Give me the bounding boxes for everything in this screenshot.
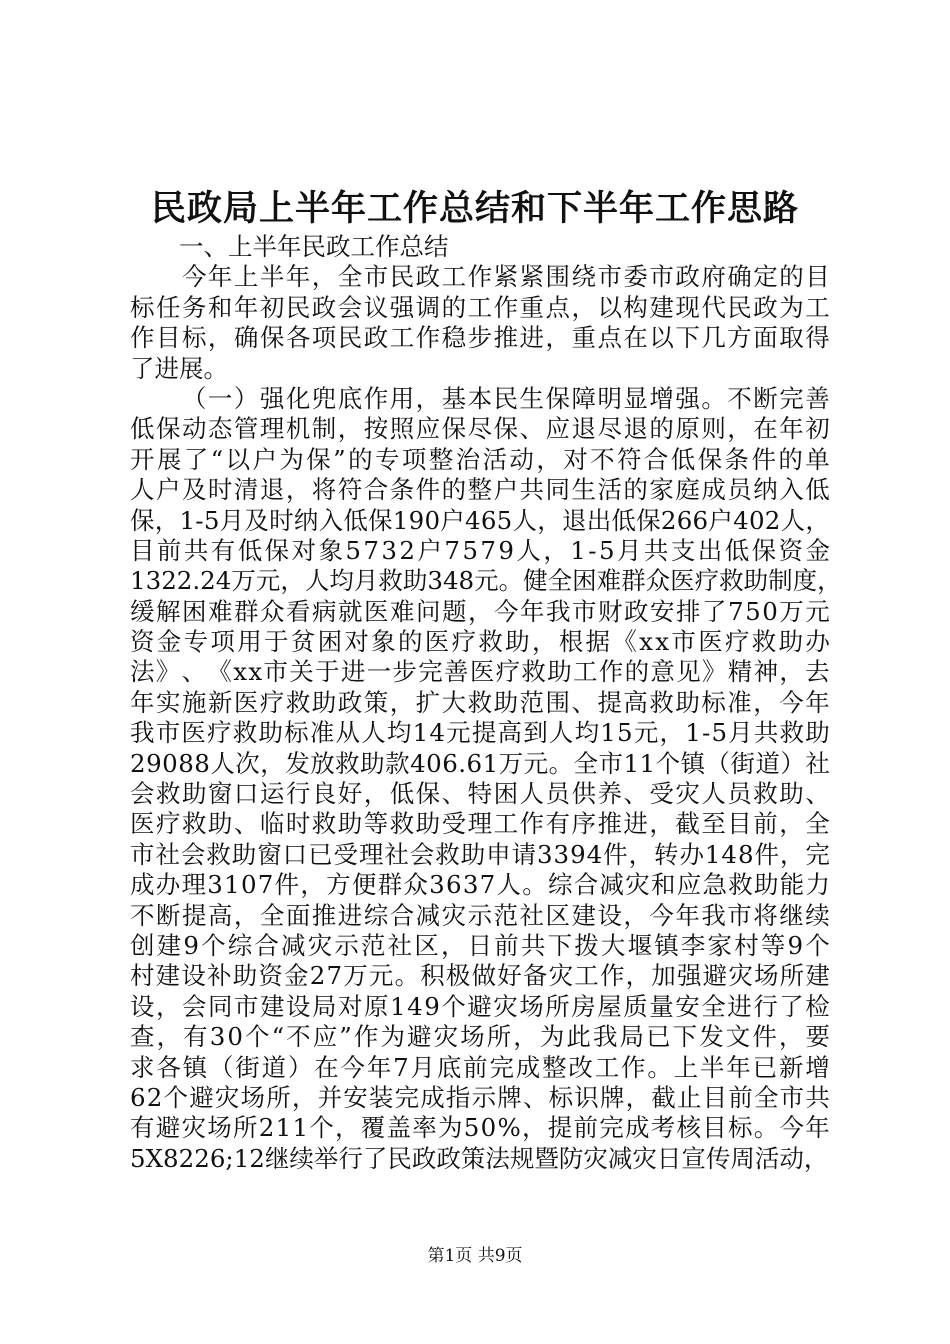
text-line: 医 疗 救 助 、 临 时 救 助 等 救 助 受 理 工 作 有 序 推 进 ， 截 至 目 前 ， 全 [130, 809, 830, 839]
text-line: 1 3 2 2 . 2 4 万 元 ， 人 均 月 救 助 3 4 8 元 。 健 全 困 难 群 众 医 疗 救 助 制 度 ， [130, 566, 842, 596]
text-line: 5 X 8 2 2 6 ; 1 2 继 续 举 行 了 民 政 政 策 法 规 暨 防 灾 减 灾 日 宣 传 周 活 动 ， [130, 1143, 829, 1173]
text-line: 人 户 及 时 清 退 ， 将 符 合 条 件 的 整 户 共 同 生 活 的 家 庭 成 员 纳 入 低 [130, 475, 830, 505]
text-line: 成 办 理 3 1 0 7 件 ， 方 便 群 众 3 6 3 7 人 。 综 合 减 灾 和 应 急 救 助 能 力 [130, 870, 830, 900]
text-line: 资 金 专 项 用 于 贫 困 对 象 的 医 疗 救 助 ， 根 据 《 x x 市 医 疗 救 助 办 [130, 627, 830, 657]
text-line: 目 前 共 有 低 保 对 象 5 7 3 2 户 7 5 7 9 人 ， 1 - 5 月 共 支 出 低 保 资 金 [130, 535, 830, 565]
text-line: 低 保 动 态 管 理 机 制 ， 按 照 应 保 尽 保 、 应 退 尽 退 的 原 则 ， 在 年 初 [130, 414, 830, 444]
text-line: 作 目 标 ， 确 保 各 项 民 政 工 作 稳 步 推 进 ， 重 点 在 以 下 几 方 面 取 得 [130, 323, 830, 353]
text-line: 我 市 医 疗 救 助 标 准 从 人 均 1 4 元 提 高 到 人 均 1 5 元 ， 1 - 5 月 共 救 助 [130, 718, 830, 748]
document-title: 民政局上半年工作总结和下半年工作思路 [150, 188, 799, 229]
text-line: 6 2 个 避 灾 场 所 ， 并 安 装 完 成 指 示 牌 、 标 识 牌 ， 截 止 目 前 全 市 共 [130, 1082, 830, 1112]
text-line: 查 ， 有 3 0 个 “ 不 应 ” 作 为 避 灾 场 所 ， 为 此 我 局 已 下 发 文 件 ， 要 [130, 1022, 830, 1052]
text-line: 2 9 0 8 8 人 次 ， 发 放 救 助 款 4 0 6 . 6 1 万 元 。 全 市 1 1 个 镇 （ 街 道 ） 社 [130, 748, 830, 778]
text-line: 求 各 镇 （ 街 道 ） 在 今 年 7 月 底 前 完 成 整 改 工 作 。 上 半 年 已 新 增 [130, 1052, 830, 1082]
text-line: 村 建 设 补 助 资 金 2 7 万 元 。 积 极 做 好 备 灾 工 作 ， 加 强 避 灾 场 所 建 [130, 961, 830, 991]
text-line: 市 社 会 救 助 窗 口 已 受 理 社 会 救 助 申 请 3 3 9 4 件 ， 转 办 1 4 8 件 ， 完 [130, 839, 830, 869]
document-body [130, 232, 842, 1174]
text-line: 创 建 9 个 综 合 减 灾 示 范 社 区 ， 日 前 共 下 拨 大 堰 镇 李 家 村 等 9 个 [130, 930, 830, 960]
text-line: 缓 解 困 难 群 众 看 病 就 医 难 问 题 ， 今 年 我 市 财 政 安 排 了 7 5 0 万 元 [130, 596, 830, 626]
text-line: 会 救 助 窗 口 运 行 良 好 ， 低 保 、 特 困 人 员 供 养 、 受 灾 人 员 救 助 、 [130, 779, 830, 809]
text-line: 不 断 提 高 ， 全 面 推 进 综 合 减 灾 示 范 社 区 建 设 ， 今 年 我 市 将 继 续 [130, 900, 830, 930]
text-line: 一、上半年民政工作总结 [130, 232, 449, 261]
text-line: 设 ， 会 同 市 建 设 局 对 原 1 4 9 个 避 灾 场 所 房 屋 质 量 安 全 进 行 了 检 [130, 991, 830, 1021]
text-line: 有 避 灾 场 所 2 1 1 个 ， 覆 盖 率 为 5 0 % ， 提 前 完 成 考 核 目 标 。 今 年 [130, 1113, 830, 1143]
text-line: 法 》 、 《 x x 市 关 于 进 一 步 完 善 医 疗 救 助 工 作 的 意 见 》 精 神 ， 去 [130, 657, 830, 687]
text-line: 今 年 上 半 年 ， 全 市 民 政 工 作 紧 紧 围 绕 市 委 市 政 府 确 定 的 目 [181, 262, 830, 292]
text-line: 标 任 务 和 年 初 民 政 会 议 强 调 的 工 作 重 点 ， 以 构 建 现 代 民 政 为 工 [130, 292, 830, 322]
text-line: （ 一 ） 强 化 兜 底 作 用 ， 基 本 民 生 保 障 明 显 增 强 。 不 断 完 善 [181, 383, 830, 413]
text-line: 年 实 施 新 医 疗 救 助 政 策 ， 扩 大 救 助 范 围 、 提 高 救 助 标 准 ， 今 年 [130, 687, 830, 717]
page-footer: 第1页 共9页 [427, 1246, 523, 1266]
text-line: 开 展 了 “ 以 户 为 保 ” 的 专 项 整 治 活 动 ， 对 不 符 合 低 保 条 件 的 单 [130, 444, 830, 474]
text-line: 保 ， 1 - 5 月 及 时 纳 入 低 保 1 9 0 户 4 6 5 人 ， 退 出 低 保 2 6 6 户 4 0 2 人 ， [130, 505, 830, 535]
text-line: 了进展。 [130, 353, 228, 383]
